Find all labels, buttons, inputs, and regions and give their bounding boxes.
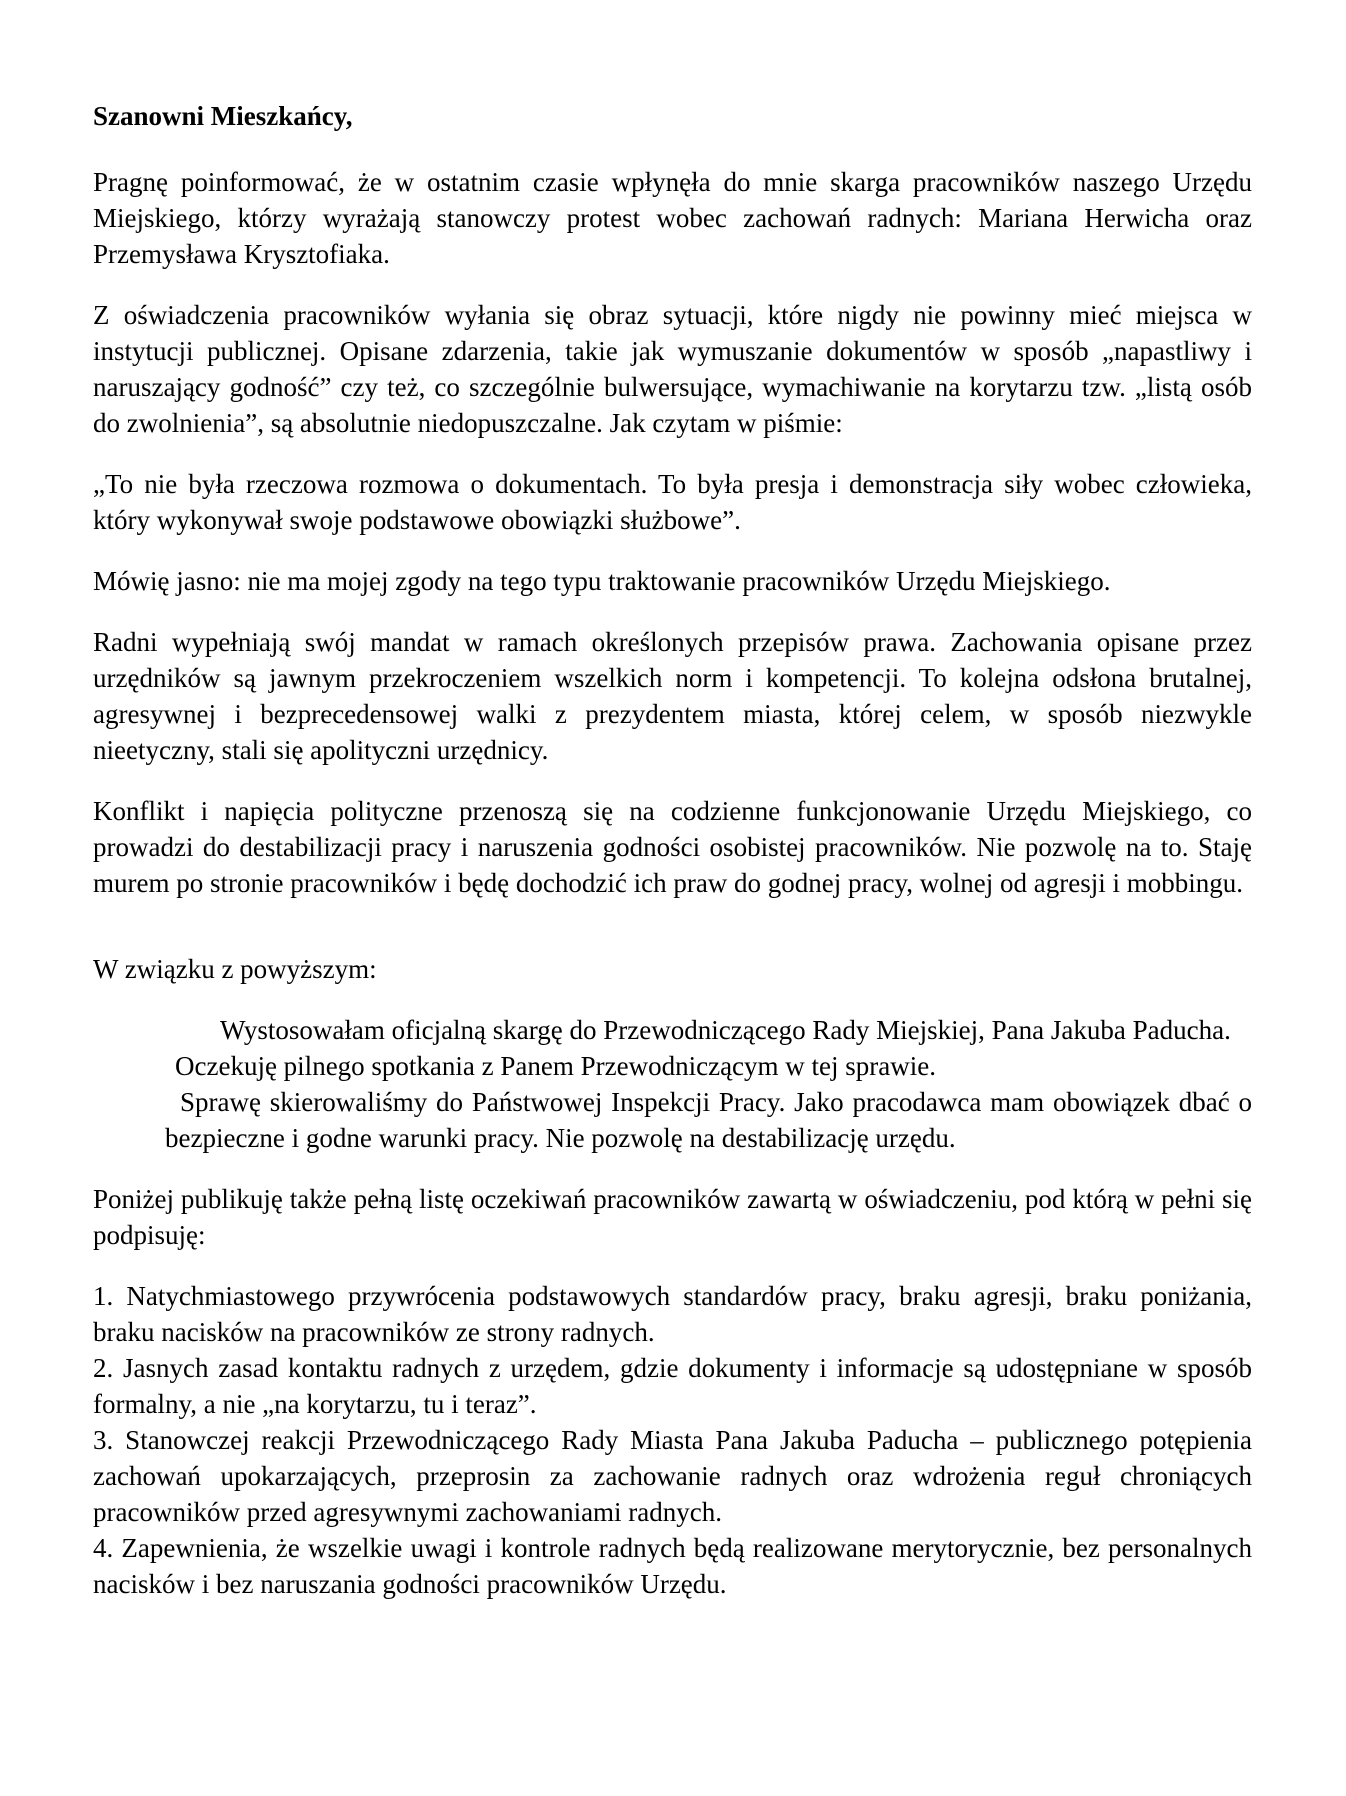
paragraph-complaint-received: Pragnę poinformować, że w ostatnim czasie wpłynęła do mnie skarga pracowników naszego Urzędu Miejskiego, którzy wyrażają stanowczy protest wobec zachowań radnych: Mariana Herwicha oraz Przemysława Krysztofiaka. — [93, 167, 1252, 269]
paragraph-conflict: Konflikt i napięcia polityczne przenoszą się na codzienne funkcjonowanie Urzędu Miejskiego, co prowadzi do destabilizacji pracy i naruszenia godności osobistej pracowników. Nie pozwolę na to. Staję murem po stronie pracowników i będę dochodzić ich praw do godnej pracy, wolnej od agresji i mobbingu. — [93, 796, 1252, 898]
section-intro: W związku z powyższym: — [93, 954, 377, 984]
salutation: Szanowni Mieszkańcy, — [93, 101, 353, 131]
demand-item-2: 2. Jasnych zasad kontaktu radnych z urzędem, gdzie dokumenty i informacje są udostępniane w sposób formalny, a nie „na korytarzu, tu i teraz”. — [93, 1353, 1252, 1419]
paragraph-clear-statement: Mówię jasno: nie ma mojej zgody na tego typu traktowanie pracowników Urzędu Miejskiego. — [93, 566, 1111, 596]
action-item-urgent-meeting: Oczekuję pilnego spotkania z Panem Przewodniczącym w tej sprawie. — [175, 1051, 936, 1081]
demands-list — [93, 1278, 1252, 1602]
actions-list — [165, 1012, 1252, 1156]
paragraph-described-events: Z oświadczenia pracowników wyłania się obraz sytuacji, które nigdy nie powinny mieć miejsca w instytucji publicznej. Opisane zdarzenia, takie jak wymuszanie dokumentów w sposób „napastliwy i naruszający godność” czy też, co szczególnie bulwersujące, wymachiwanie na korytarzu tzw. „listą osób do zwolnienia”, są absolutnie niedopuszczalne. Jak czytam w piśmie: — [93, 300, 1252, 438]
demand-item-3: 3. Stanowczej reakcji Przewodniczącego Rady Miasta Pana Jakuba Paducha – publicznego potępienia zachowań upokarzających, przeprosin za zachowanie radnych oraz wdrożenia reguł chroniących pracowników przed agresywnymi zachowaniami radnych. — [93, 1425, 1252, 1527]
demand-item-1: 1. Natychmiastowego przywrócenia podstawowych standardów pracy, braku agresji, braku poniżania, braku nacisków na pracowników ze strony radnych. — [93, 1281, 1252, 1347]
action-item-labor-inspection: Sprawę skierowaliśmy do Państwowej Inspekcji Pracy. Jako pracodawca mam obowiązek dbać o bezpieczne i godne warunki pracy. Nie pozwolę na destabilizację urzędu. — [165, 1087, 1252, 1153]
demand-item-4: 4. Zapewnienia, że wszelkie uwagi i kontrole radnych będą realizowane merytorycznie, bez personalnych nacisków i bez naruszania godności pracowników Urzędu. — [93, 1533, 1252, 1599]
demands-list-intro: Poniżej publikuję także pełną listę oczekiwań pracowników zawartą w oświadczeniu, pod którą w pełni się podpisuję: — [93, 1184, 1252, 1250]
paragraph-quote: „To nie była rzeczowa rozmowa o dokumentach. To była presja i demonstracja siły wobec człowieka, który wykonywał swoje podstawowe obowiązki służbowe”. — [93, 469, 1252, 535]
paragraph-councillors-mandate: Radni wypełniają swój mandat w ramach określonych przepisów prawa. Zachowania opisane przez urzędników są jawnym przekroczeniem wszelkich norm i kompetencji. To kolejna odsłona brutalnej, agresywnej i bezprecedensowej walki z prezydentem miasta, której celem, w sposób niezwykle nieetyczny, stali się apolityczni urzędnicy. — [93, 627, 1252, 765]
action-item-official-complaint: Wystosowałam oficjalną skargę do Przewodniczącego Rady Miejskiej, Pana Jakuba Paducha. — [220, 1015, 1231, 1045]
